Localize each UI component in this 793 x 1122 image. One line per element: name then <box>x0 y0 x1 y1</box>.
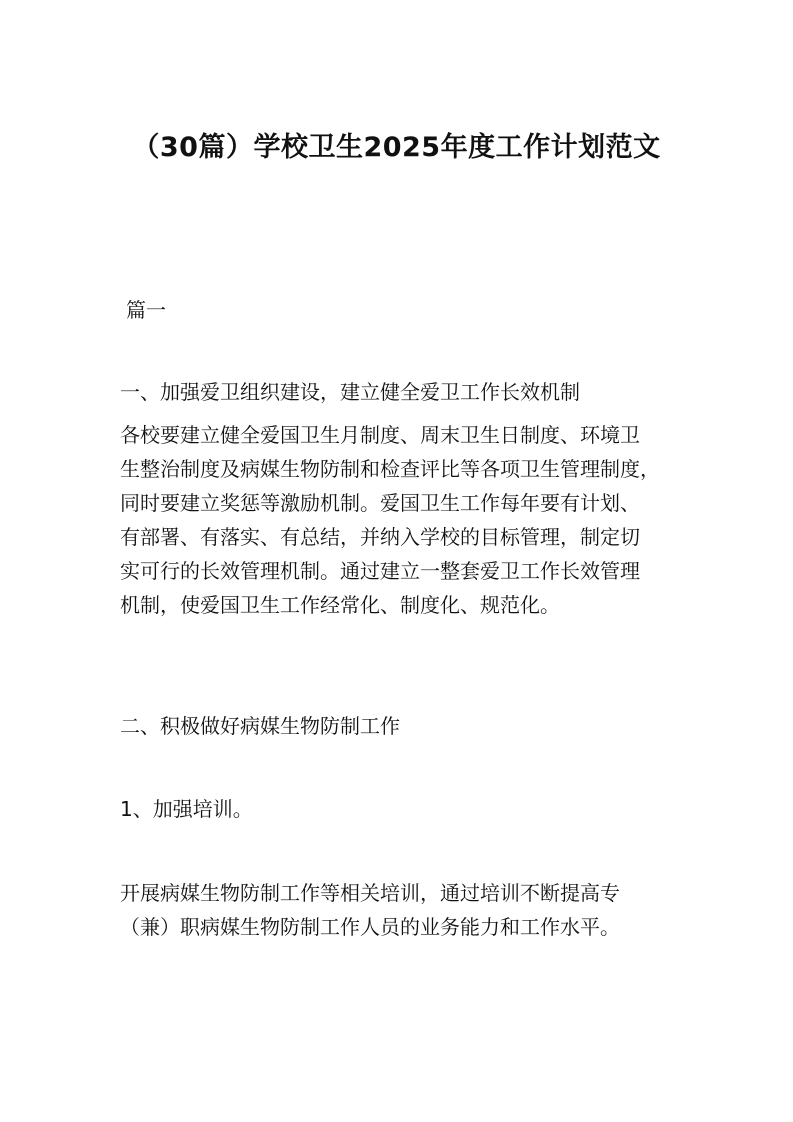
sub-heading-1: 1、加强培训。 <box>120 797 253 821</box>
paragraph-1-line: 生整治制度及病媒生物防制和检查评比等各项卫生管理制度， <box>120 457 660 481</box>
heading-2: 二、积极做好病媒生物防制工作 <box>120 714 400 738</box>
paragraph-2 <box>120 876 700 944</box>
paragraph-1-line: 机制，使爱国卫生工作经常化、制度化、规范化。 <box>120 593 560 617</box>
heading-1: 一、加强爱卫组织建设，建立健全爱卫工作长效机制 <box>120 380 580 404</box>
paragraph-2-line: （兼）职病媒生物防制工作人员的业务能力和工作水平。 <box>120 915 620 939</box>
document-title: （30篇）学校卫生2025年度工作计划范文 <box>132 132 661 163</box>
paragraph-1-line: 有部署、有落实、有总结，并纳入学校的目标管理，制定切 <box>120 525 640 549</box>
paragraph-1 <box>120 418 700 622</box>
paragraph-1-line: 实可行的长效管理机制。通过建立一整套爱卫工作长效管理 <box>120 559 640 583</box>
paragraph-1-line: 各校要建立健全爱国卫生月制度、周末卫生日制度、环境卫 <box>120 423 640 447</box>
paragraph-1-line: 同时要建立奖惩等激励机制。爱国卫生工作每年要有计划、 <box>120 491 640 515</box>
section-label: 篇一 <box>126 298 166 322</box>
paragraph-2-line: 开展病媒生物防制工作等相关培训，通过培训不断提高专 <box>120 881 620 905</box>
